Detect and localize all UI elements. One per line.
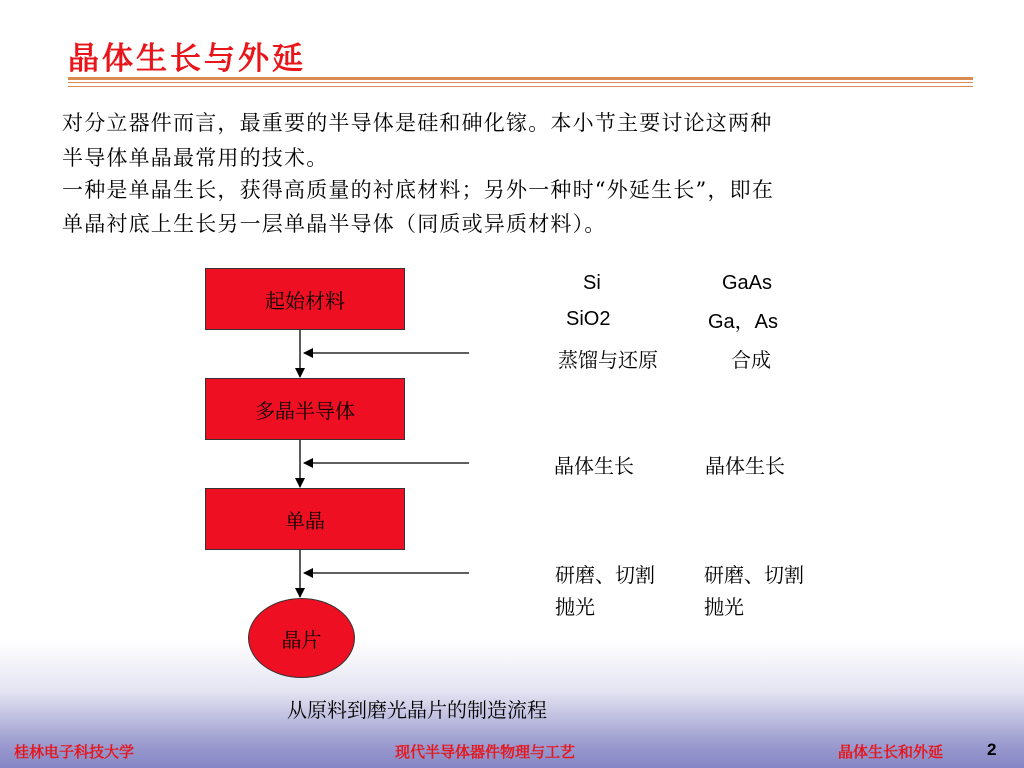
footer-course: 现代半导体器件物理与工艺 [395,743,576,761]
intro-line-3: 一种是单晶生长，获得高质量的衬底材料；另外一种时“外延生长”，即在 [62,178,775,202]
ellipse-wafer: 晶片 [248,598,355,678]
si-header-line-2: SiO2 [566,308,611,330]
box-starting-material: 起始材料 [205,268,405,330]
intro-line-4: 单晶衬底上生长另一层单晶半导体（同质或异质材料）。 [62,212,607,236]
si-step-crystal-growth: 晶体生长 [554,454,634,478]
si-step-grind-cut: 研磨、切割 [555,563,655,587]
gaas-step-synthesis: 合成 [731,348,771,372]
page-number: 2 [987,740,997,759]
box-polycrystal: 多晶半导体 [205,378,405,440]
gaas-header-line-1: GaAs [722,272,773,294]
slide-title: 晶体生长与外延 [68,41,306,77]
gaas-step-crystal-growth: 晶体生长 [705,454,785,478]
box-single-crystal: 单晶 [205,488,405,550]
intro-line-1: 对分立器件而言，最重要的半导体是硅和砷化镓。本小节主要讨论这两种 [62,111,773,135]
gaas-header-line-2: Ga，As [708,311,779,333]
diagram-caption: 从原料到磨光晶片的制造流程 [287,698,547,722]
si-step-polish: 抛光 [555,595,595,619]
footer-university: 桂林电子科技大学 [14,743,135,761]
si-step-distill-reduce: 蒸馏与还原 [558,348,658,372]
footer-section: 晶体生长和外延 [838,743,944,761]
gaas-step-grind-cut: 研磨、切割 [704,563,804,587]
intro-line-2: 半导体单晶最常用的技术。 [62,146,329,170]
gaas-step-polish: 抛光 [704,595,744,619]
si-header-line-1: Si [583,272,601,294]
